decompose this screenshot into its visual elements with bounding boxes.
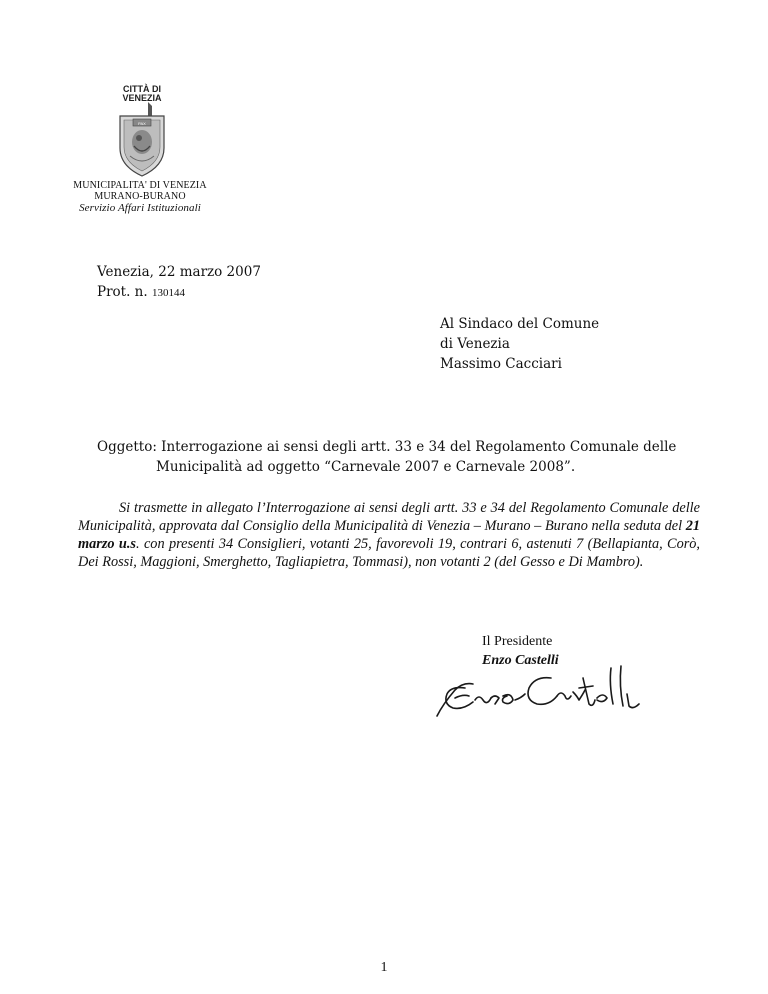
recipient-address (440, 314, 599, 374)
issuing-office-header (50, 180, 230, 214)
body-text-part-2: . con presenti 34 Consiglieri, votanti 25, favorevoli 19, contrari 6, astenuti 7 (Bellapianta, Corò, Dei Rossi, Maggioni, Smerghetto, Tagliapietra, Tommasi), non votanti 2 (del Gesso e Di Mambro). (78, 536, 700, 570)
subject-line-2: Municipalità ad oggetto “Carnevale 2007 e Carnevale 2008”. (156, 459, 576, 475)
svg-text:CITTÀ DI: CITTÀ DI (123, 84, 161, 94)
body-paragraph (78, 499, 700, 571)
protocol-label: Prot. n. (97, 284, 148, 300)
municipality-name: MUNICIPALITA' DI VENEZIA (73, 180, 207, 191)
dateline (97, 262, 261, 303)
page-number: 1 (380, 960, 388, 975)
municipality-area: MURANO-BURANO (94, 191, 186, 202)
body-text-part-1: Si trasmette in allegato l’Interrogazione ai sensi degli artt. 33 e 34 del Regolamento Comunale delle Municipalità, approvata dal Consiglio della Municipalità di Venezia – Murano – Burano nella seduta del (78, 500, 700, 534)
recipient-line-1: Al Sindaco del Comune (440, 316, 600, 332)
city-of-venice-crest-logo (112, 82, 172, 178)
subject-line-1: Oggetto: Interrogazione ai sensi degli artt. 33 e 34 del Regolamento Comunale delle (97, 439, 677, 455)
recipient-line-3: Massimo Cacciari (440, 356, 562, 372)
recipient-line-2: di Venezia (440, 336, 510, 352)
service-name: Servizio Affari Istituzionali (79, 202, 201, 214)
place-date: Venezia, 22 marzo 2007 (97, 264, 261, 280)
session-date-bold: 21 marzo u.s (78, 518, 700, 552)
svg-text:PAX: PAX (138, 121, 146, 126)
protocol-line (97, 282, 261, 303)
signatory-title: Il Presidente (482, 634, 553, 649)
signatory-name: Enzo Castelli (482, 653, 559, 668)
svg-text:VENEZIA: VENEZIA (122, 93, 162, 103)
handwritten-signature (433, 664, 643, 724)
subject-line (97, 437, 697, 477)
protocol-number: 130144 (151, 287, 185, 299)
